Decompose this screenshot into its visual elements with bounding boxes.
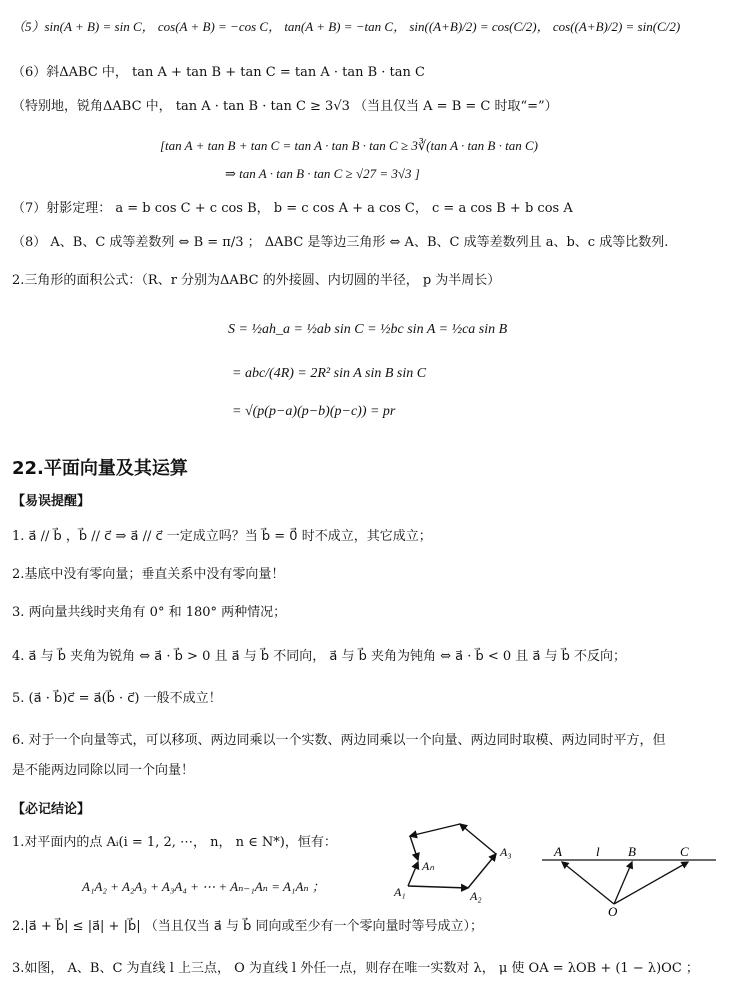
tip-3: 3. 两向量共线时夹角有 0° 和 180° 两种情况； bbox=[12, 605, 287, 620]
tip-5: 5. (a⃗ · b⃗)c⃗ = a⃗(b⃗ · c⃗) 一般不成立！ bbox=[12, 691, 222, 706]
section-title: 22.平面向量及其运算 bbox=[12, 458, 188, 479]
conclusion-tag: 【必记结论】 bbox=[12, 802, 91, 817]
label-c: C bbox=[680, 844, 689, 859]
label-a3: A₃ bbox=[500, 845, 512, 859]
mistake-tag: 【易误提醒】 bbox=[12, 494, 91, 509]
label-an: Aₙ bbox=[422, 859, 435, 873]
label-o: O bbox=[608, 904, 618, 916]
formula-line-6d: ⇒ tan A · tan B · tan C ≥ √27 = 3√3 ] bbox=[225, 166, 420, 181]
formula-line-7: （7）射影定理： a = b cos C + c cos B， b = c cos A + a cos C， c = a cos B + b cos A bbox=[12, 201, 573, 216]
area-formula-3: = √(p(p−a)(p−b)(p−c)) = pr bbox=[232, 404, 396, 419]
conclusion-2: 2.|a⃗ + b⃗| ≤ |a⃗| + |b⃗| （当且仅当 a⃗ 与 b⃗ 同向或至少有一个零向量时等号成立）； bbox=[12, 919, 483, 934]
tip-4: 4. a⃗ 与 b⃗ 夹角为锐角 ⇔ a⃗ · b⃗ > 0 且 a⃗ 与 b⃗ 不同向， a⃗ 与 b⃗ 夹角为钝角 ⇔ a⃗ · b⃗ < 0 且 a⃗ 与 b⃗ 不反向； bbox=[12, 649, 627, 664]
label-l: l bbox=[596, 844, 600, 859]
formula-line-5: （5）sin(A + B) = sin C， cos(A + B) = −cos C， tan(A + B) = −tan C， sin((A+B)/2) = cos(C/2)， cos((A+B)/2) = sin(C/2) bbox=[12, 19, 681, 34]
conclusion-1-formula: A₁A₂ + A₂A₃ + A₃A₄ + ⋯ + Aₙ₋₁Aₙ = A₁Aₙ ； bbox=[82, 879, 325, 894]
area-formula-2: = abc/(4R) = 2R² sin A sin B sin C bbox=[232, 366, 427, 381]
area-intro: 2.三角形的面积公式：（R、r 分别为ΔABC 的外接圆、内切圆的半径， p 为半周长） bbox=[12, 273, 501, 288]
conclusion-1: 1.对平面内的点 Aᵢ(i = 1, 2, ⋯， n， n ∈ N*)，恒有： bbox=[12, 835, 337, 850]
formula-line-6b: （特别地，锐角ΔABC 中， tan A · tan B · tan C ≥ 3√3 （当且仅当 A = B = C 时取“=”） bbox=[12, 99, 558, 114]
label-a2: A₂ bbox=[470, 889, 482, 903]
tip-6-cont: 是不能两边同除以同一个向量！ bbox=[12, 763, 195, 778]
conclusion-3: 3.如图， A、B、C 为直线 l 上三点， O 为直线 l 外任一点，则存在唯一实数对 λ， μ 使 OA = λOB + (1 − λ)OC ； bbox=[12, 961, 699, 976]
vector-polygon-figure bbox=[388, 818, 528, 908]
formula-line-6: （6）斜ΔABC 中， tan A + tan B + tan C = tan A · tan B · tan C bbox=[12, 65, 425, 80]
label-a1: A₁ bbox=[394, 885, 406, 899]
area-formula-1: S = ½ah_a = ½ab sin C = ½bc sin A = ½ca sin B bbox=[228, 322, 508, 337]
tip-6: 6. 对于一个向量等式，可以移项、两边同乘以一个实数、两边同乘以一个向量、两边同时取模、两边同时平方，但 bbox=[12, 733, 666, 748]
line-point-figure bbox=[540, 842, 720, 916]
formula-line-8: （8） A、B、C 成等差数列 ⇔ B = π/3 ； ΔABC 是等边三角形 ⇔ A、B、C 成等差数列且 a、b、c 成等比数列. bbox=[12, 235, 669, 250]
formula-line-6c: [tan A + tan B + tan C = tan A · tan B · tan C ≥ 3∛(tan A · tan B · tan C) bbox=[160, 138, 538, 153]
tip-2: 2.基底中没有零向量；垂直关系中没有零向量！ bbox=[12, 567, 285, 582]
tip-1: 1. a⃗ // b⃗ ，b⃗ // c⃗ ⇒ a⃗ // c⃗ 一定成立吗？当 b⃗ = 0⃗ 时不成立，其它成立； bbox=[12, 529, 432, 544]
label-b: B bbox=[628, 844, 636, 859]
label-a: A bbox=[554, 844, 562, 859]
